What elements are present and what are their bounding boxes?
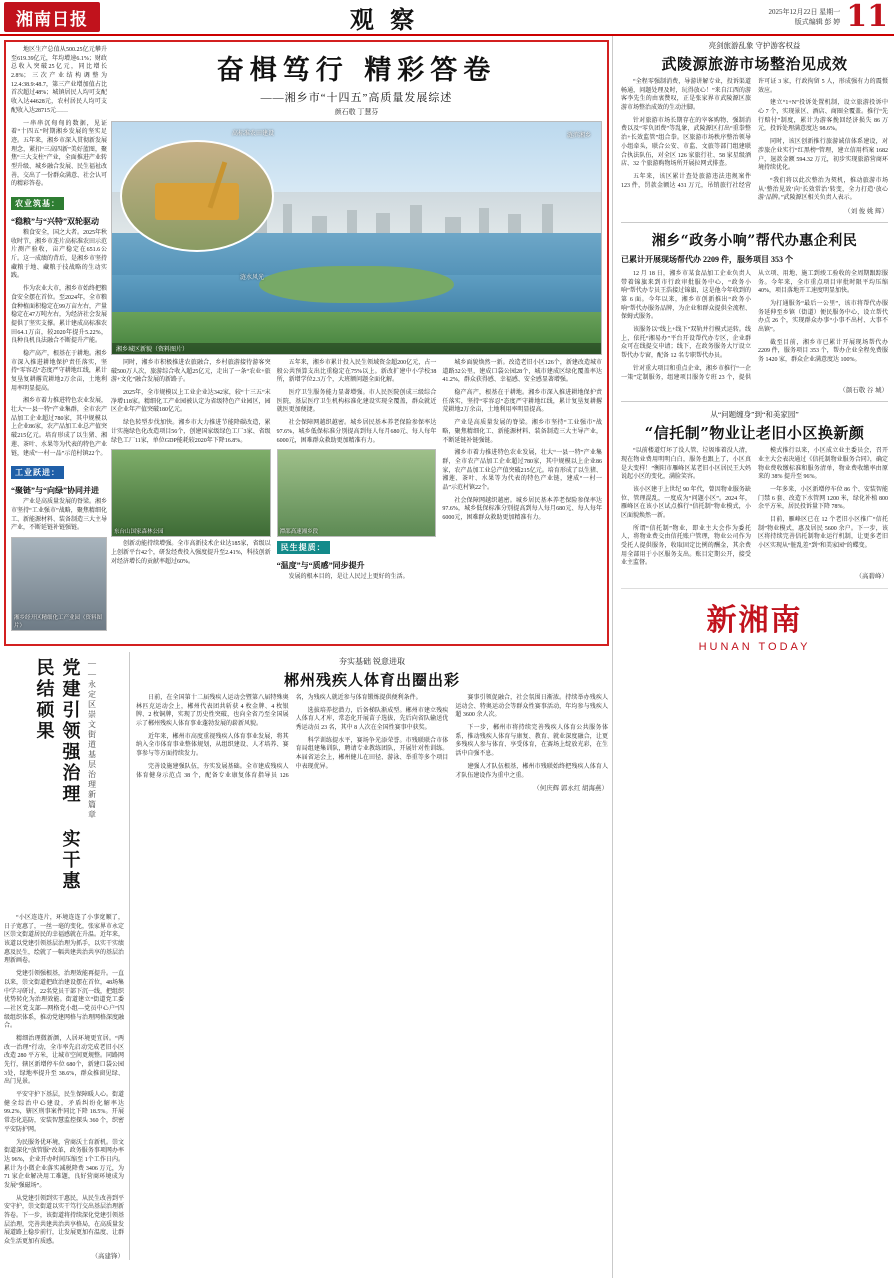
wulingyuan-sign: （刘 俊 姚 辉） [844,207,888,215]
photo-mountain [111,449,271,537]
bottom-left-block [4,652,608,1260]
feature-subtitle: ——湘乡市“十四五”高质量发展综述 [260,92,453,104]
p: 湘乡市着力推进特色农业发展，壮大“一县一特”产业集群，全市农产品加工企业超过780家，其中规模以上企业86家，农产品加工业总产值突破215亿元。培育形成了以生猪、湘莲、茶叶、水果等为代表的特色产业链，建成“一村一品”示范村镇22个。 [11,398,108,457]
feature-col-c [442,359,602,586]
party-article-subtitle: ——永定区崇文街道基层治理新篇章 [87,658,97,820]
feature-main-column [111,46,602,638]
photo-inset-farmland [120,140,274,252]
brand-latin: HUNAN TODAY [698,641,811,654]
p: 五年来，该区累计查处旅游违法违规案件 123 件，罚款金额达 431 万元，吊销旅行社经营许可证 3 家，行政拘留 5 人，形成强有力的震慑效应。 [621,79,888,189]
feature-section-tag-2: 民生提质： [277,541,330,554]
brand-block [621,588,888,659]
harvester-shape [155,183,239,220]
feature-col-a [111,359,271,586]
trust-property-sign: （高碧峰） [855,573,888,581]
wulingyuan-title: 武陵源旅游市场整治见成效 [661,55,848,73]
section-title: 观 察 [349,4,419,34]
p: “全程零强制消费，导游讲解专业，投诉渠道畅通，问题处理及时，玩得放心！”来自江西的游客李先生的由衷赞叹，正是张家界市武陵源区旅游市场整治成效的生动注脚。 [621,79,751,112]
p: 选拔培养挖潜力，后备梯队渐成型。郴州市建立残疾人体育人才库，常态化开展苗子选拔，先后向省队输送优秀运动员 23 名，其中 8 人次在全国性赛事中获奖。 [295,707,449,732]
feature-lead [11,46,107,189]
p: 所谓“信托制”物业，即业主大会作为委托人，将物业费交由信托账户管理，物业公司作为受托人提供服务，收取固定比例的酬金，其余费用全部用于小区服务支出。账目定期公开，接受业主监督。 [621,525,751,567]
p: 稳产高产，根基在于耕地。湘乡市深入推进耕地保护责任落实，坚持“零容忍”态度严守耕地红线，累计复垦复耕撂荒耕地2万余亩，土地利用率明显提高。 [442,390,603,414]
p: 下一步，郴州市将持续完善残疾人体育公共服务体系，推动残疾人体育与康复、教育、就业深度融合，让更多残疾人参与体育、享受体育，在赛场上绽放光彩，在生活中自强不息。 [455,725,608,758]
disabled-sports-title: 郴州残疾人体育出圈出彩 [283,671,460,689]
masthead [0,0,894,36]
p: 目前，雁峰区已在 12 个老旧小区推广“信托制”物业模式，惠及居民 5600 余户。下一步，该区将持续完善信托制物业运行机制，让更多老旧小区实现从“脏乱差”到“和美家园”的蝶变。 [758,517,888,550]
right-section [612,36,894,1278]
p: 城乡面貌焕然一新。改造老旧小区126个，新建改造城市道路32公里，建成口袋公园28个，城市建成区绿化覆盖率达41.2%，群众获得感、幸福感、安全感显著增强。 [442,360,603,384]
hero-island [259,266,455,303]
p: “以前楼道灯坏了没人管、垃圾堆着没人清，现在物业费用明明白白，服务也跟上了，小区真是大变样！”衡阳市雁峰区某老旧小区居民王大妈说起小区的变化，满脸笑容。 [621,448,751,481]
trust-property-body [621,447,888,568]
photo-mountain-caption: 东台山国家森林公园 [114,529,164,536]
feature-left-column [11,46,111,638]
p: 建强人才队伍根基，郴州市残联始终把残疾人体育人才队伍建设作为重中之重。 [455,763,608,779]
p: 同时，湘乡市积极推进农旅融合，乡村旅游接待游客突破500万人次，旅游综合收入超25亿元，走出了一条“农业+旅游+文化”融合发展的新路子。 [111,360,271,384]
feature-col-b [277,359,437,586]
feature-title: 奋楫笃行 精彩答卷 [216,55,497,86]
trust-property-kicker: 从“问题缠身”到“和美家园” [710,410,799,420]
article-trust-property [621,409,888,580]
photo-industry-caption: 湘乡经开区精细化工产业园（资料图片） [14,614,103,629]
feature-text-columns [111,359,602,586]
p: 针对旅游市场长期存在的宰客购物、强制消费以及“零负团费”等乱象，武陵源区打出“重拳整治+长效监管”组合拳。区旅游市场秩序整治领导小组牵头，联合公安、市监、文旅等部门组建联合执法队伍，对全区 126 家旅行社、58 家星级酒店、32 个旅游购物场所开展拉网式排查。 [621,117,751,168]
p: 完善设施建强队伍，夯实发展基础。全市建成残疾人体育健身示范点 38 个，配备专业康复体育指导员 126 名，为残疾人就近参与体育锻炼提供便利条件。 [136,695,422,779]
p: 湘乡市着力推进特色农业发展，壮大“一县一特”产业集群，全市农产品加工企业超过780家，其中规模以上企业86家，农产品加工业总产值突破215亿元。培育形成了以生猪、湘莲、茶叶、水果等为代表的特色产业链，建成“一村一品”示范村镇22个。 [442,450,603,491]
p: 产业是高质量发展的脊梁。湘乡市坚持“工业强市”战略，聚焦精细化工、新能源材料、装备制造三大主导产业，不断延链补链强链。 [11,499,108,532]
p: 赛事引领促融合，社会氛围日渐浓。持续举办残疾人运动会、特奥运动会等群众性赛事活动，年均参与残疾人超 3600 余人次。 [455,695,608,719]
p: 创新动能持续增强。全市高新技术企业达185家，省级以上创新平台42个，研发经费投入强度提升至2.41%，科技创新对经济增长的贡献率超过60%。 [111,541,271,565]
feature-byline: 颜石敬 丁慧芬 [334,108,379,116]
photo-road-caption: 潭邵高速湘乡段 [279,529,319,536]
feature-section-body-1 [11,498,107,533]
wulingyuan-body [621,78,888,203]
p: 同时，该区创新推行旅游诚信体系建设，对涉旅企业实行“红黑榜”管理，建立信用档案 1682 户，退款金额 594.32 万元，初步实现旅游营商环境持续优化。 [758,139,888,172]
feature-lead-p2: 一串串沉甸甸的数据，见证着“十四五”时期湘乡发展的坚实足迹。五年来，湘乡市深入贯彻新发展理念，紧扣“三高四新”美好蓝图，聚焦“三大支柱”产业，全面推进产业转型升级、城乡融合发展、民生福祉改善，交出了一份群众满意、社会认可的精彩答卷。 [11,120,108,188]
feature-section-head-2: “温度”与“质感”同步提升 [276,561,365,571]
masthead-meta [769,7,841,28]
xiangxiang-service-lead: 已累计开展现场帮代办 2209 件，服务项目 353 个 [621,254,793,264]
article-wulingyuan [621,40,888,215]
p: 该小区建于上世纪 90 年代，曾因物业服务缺位、管理混乱，一度成为“问题小区”。2024 年，雁峰区在该小区试点推行“信托制”物业模式，小区面貌焕然一新。 [621,486,751,519]
publish-date: 2025年12月22日 星期一 [768,7,841,16]
p: 科学训练提水平，赛场争光添荣誉。市残联联合市体育局组建集训队，聘请专业教练团队，开展针对性训练。本届省运会上，郴州健儿在田径、游泳、举重等多个项目中表现优异。 [295,737,449,770]
p: 社会保障网越织越密。城乡居民基本养老保险参保率达97.6%，城乡低保标准分别提高到每人每月680元、每人每年6000元，困难群众救助更加精准有力。 [442,497,603,521]
hero-caption: 湘乡城区新貌（资料图片） [116,347,189,353]
article-xiangxiang-service [621,230,888,394]
wulingyuan-kicker: 亮剑旅游乱象 守护游客权益 [708,41,801,50]
p: 2025年，全市规模以上工业企业达342家，较“十三五”末净增118家。精细化工产业园被认定为省级特色产业园区，园区企业年产值突破180亿元。 [111,390,271,414]
p: 精细治理微新颜，人居环境更宜居。“两改一治理”行动，全市率先启动完成老旧小区改造 280 平方米，让城市空间更规整。同路网先行，辖区新增停车位 680个，新建口袋公园 3处，绿地率提升至 38.6%，群众推窗见绿、出门见景。 [4,1035,125,1086]
brand-logo: 新湘南 [706,603,803,639]
feature-section-head-1: “聚链”与“向绿”协同并进 [11,486,99,496]
newspaper-logo: 湘南日报 [4,2,100,32]
feature-section-tag-1: 工业跃进： [11,466,64,479]
p: 平安守护下基层，民生保障暖人心。街道健全综治中心建设，矛盾纠纷化解率达 99.2%，辖区刑事案件同比下降 18.5%。开展常态化巡防，安装智慧监控探头 360 个，织密平安防护网。 [4,1092,125,1133]
p: “小区连连片，环境连连了小事宽顺了，日子宽惠了，一丝一毫的变化，张家界市永定区崇文街道居民的幸福感就在升温。近年来，该道以党建引领基层治理为抓手，以实干实绩惠及民生，绘就了一幅共建共治共享的基层治理新画卷。 [4,915,125,965]
party-title-wrap [4,658,124,908]
p: 模式推行以来，小区成立业主委员会，召开业主大会表决通过《信托制物业服务合同》，确定物业费收缴标准和服务清单，物业费收缴率由原来的 38% 提升至 96%。 [758,448,888,481]
photo-road [277,449,437,537]
p: 稳产高产，根基在于耕地。湘乡市深入推进耕地保护责任落实，坚持“零容忍”态度严守耕地红线，累计复垦复耕撂荒耕地2万余亩，土地利用率明显提高。 [11,350,108,392]
hero-label-0: 高标准农田建设 [232,131,275,137]
hero-label-2: 涟滨湘乡 [566,133,591,139]
page-number: 11 [846,0,888,34]
xiangxiang-service-title: 湘乡“政务小响”帮代办惠企利民 [651,232,858,249]
p: 产业是高质量发展的脊梁。湘乡市坚持“工业强市”战略，聚焦精细化工、新能源材料、装备制造三大主导产业，不断延链补链强链。 [442,420,603,444]
p: 医疗卫生服务能力显著增强。市人民医院创成三级综合医院，基层医疗卫生机构标准化建设实现全覆盖，群众就近就医更加便捷。 [276,390,437,414]
party-article-title: 党建引领强治理 实干惠民结硕果 [33,658,81,892]
p: 截至目前，湘乡市已累计开展现场帮代办 2209 件，服务项目 353 个，帮办企业全程免费服务 1420 家，群众企业满意度达 100%。 [758,339,888,364]
p: 绿色转型步伐加快。湘乡市大力推进节能降碳改造，累计实施绿色化改造项目56个，创建国家级绿色工厂3家、省级绿色工厂11家，单位GDP能耗较2020年下降16.8%。 [111,420,271,444]
hero-label-1: 涟水风光 [240,275,265,281]
photo-hero [111,121,602,355]
editor-credit: 版式编辑 彭 婷 [794,18,841,26]
trust-property-title: “信托制”物业让老旧小区换新颜 [644,424,865,443]
feature-section-body-0 [11,229,107,458]
left-section [0,36,612,1278]
p: 党建引领强根基，治理效能再提升。一直以来，崇文街道把政治建设摆在首位，48场集中学习研讨，22名党员干部下沉一线，把组织优势转化为治理效能。街道建立“街道党工委—社区党支部—网格党小组—党员中心户”四级组织体系，推动党建网格与治理网格深度融合。 [4,971,125,1030]
p: 该服务以“线上+线下”双轨并行模式运转。线上，依托“湘易办”平台开设帮代办专区，企业群众可在线提交申请；线下，在政务服务大厅设立帮代办专窗，配备 12 名专职帮代办员。 [621,327,751,360]
photo-industry [11,537,107,631]
xiangxiang-service-sign: （颜石敬 谷 城） [839,387,888,395]
page-body [0,36,894,1278]
feature-section-tag-0: 农业筑基： [11,197,64,210]
party-building-article [4,652,130,1260]
p: “我们将以此次整治为契机，推动旅游市场从‘整治见效’向‘长效常治’转变，全力打造‘放心游’品牌。”武陵源区相关负责人表示。 [758,177,888,202]
p: 为打通服务“最后一公里”，该市将帮代办服务延伸至乡镇（街道）便民服务中心，设立帮代办点 26 个，实现群众办事“小事不出村、大事不出镇”。 [758,301,888,334]
p: 一年多来，小区新增停车位 86 个、安装智能门禁 6 套、改造下水管网 1200 米，绿化补植 800 余平方米，居民投诉量下降 78%。 [758,486,888,511]
p: 12 月 18 日，湘乡市某食品加工企业负责人带着锦旗来到市行政审批服务中心，“政务小响”帮代办专员王浩接过锦旗，这是他今年收到的第 6 面。今年以来，湘乡市创新推出“政务小响”帮代办服务品牌，为企业和群众提供全流程、保姆式服务。 [621,270,751,321]
disabled-sports-kicker: 夯实基础 锐意进取 [339,657,405,666]
p: 为民服务优环境，营商沃土育新机。崇文街道深化“放管服”改革，政务服务事项网办率达 96%，企业开办时间压缩至 1个工作日内。累计为小微企业落实减税降费 3406 万元，为 71 家企业解决用工难题，良好营商环境成为发展“强磁场”。 [4,1139,125,1189]
p: 针对重大项目和重点企业，湘乡市推行“一企一策”定制服务，组建项目服务专班 23 个，提供从立项、用地、施工到竣工验收的全周期跟踪服务。今年来，全市重点项目审批时限平均压缩 40%，项目落地开工速度明显加快。 [621,270,888,381]
feature-article [4,40,609,646]
p: 近年来，郴州市高度重视残疾人体育事业发展，将其纳入全市体育事业整体规划，从组织建设、人才培养、赛事参与等方面持续发力。 [136,733,289,758]
p: 从党建引领到实干惠民，从民生改善到平安守护，崇文街道以实干笃行交出基层治理新答卷。下一步，该街道将持续深化党建引领基层治理，完善共建共治共享格局，在高质量发展道路上稳步前行，让发展更加有温度、让群众生活更加有质感。 [4,1195,125,1246]
party-article-body [4,914,124,1247]
p: 建立“1+N”投诉处置机制，设立旅游投诉中心 7 个，实现景区、酒店、商圈全覆盖。推行“先行赔付”制度，累计为游客挽回经济损失 86 万元，投诉处理满意度达 98.6%。 [758,100,888,133]
feature-section-head-0: “稳粮”与“兴特”双轮驱动 [11,217,99,226]
party-article-sign: （高建锋） [91,1252,124,1260]
feature-lead-p1: 地区生产总值从500.25亿元攀升至619.39亿元，年均增速6.1%；财政总收入突破25亿元，同比增长2.8%；三次产业结构调整为12.4:38.9:48.7，第三产业增加值占比首次超过48%；城镇居民人均可支配收入达44628元，农村居民人均可支配收入达28715元…… [11,47,107,114]
p: 社会保障网越织越密。城乡居民基本养老保险参保率达97.6%，城乡低保标准分别提高到每人每月680元、每人每年6000元，困难群众救助更加精准有力。 [276,420,437,444]
divider-1 [621,222,888,223]
masthead-right [668,2,894,32]
p: 日前，在全国第十二届残疾人运动会暨第八届特殊奥林匹克运动会上，郴州代表团共斩获 4 枚金牌、4 枚银牌、2 枚铜牌，实现了历史性突破，也向全省乃至全国展示了郴州残疾人体育事业蓬勃发展的崭新风貌。 [136,695,289,728]
p: 粮食安全，国之大者。2025年秋收时节，湘乡市连片高标准农田示范片测产验收，亩产稳定在651.6公斤。这一成绩的背后，是湘乡市坚持藏粮于地、藏粮于技战略的生动实践。 [11,230,108,280]
disabled-sports-body [136,694,608,780]
p: 发展的根本目的，是让人民过上更好的生活。 [288,574,409,581]
p: 作为农业大市，湘乡市始终把粮食安全摆在首位。至2024年，全市粮食种植面积稳定在99万亩左右，产量稳定在47万吨左右，为经济社会发展提供了坚实支撑。累计建成高标准农田64.1万亩，较2020年提升5.22%，良种良机良法融合不断提升产能。 [11,286,108,345]
disabled-sports-article [130,652,608,1260]
p: 五年来，湘乡市累计投入民生领域资金超200亿元，占一般公共预算支出比重稳定在75%以上。新改扩建中小学校38所，新增学位2.3万个，大班额问题全面化解。 [276,360,437,384]
divider-2 [621,401,888,402]
disabled-sports-sign: （何庆辉 郭永红 胡海燕） [533,785,608,793]
xiangxiang-service-body [621,270,888,382]
